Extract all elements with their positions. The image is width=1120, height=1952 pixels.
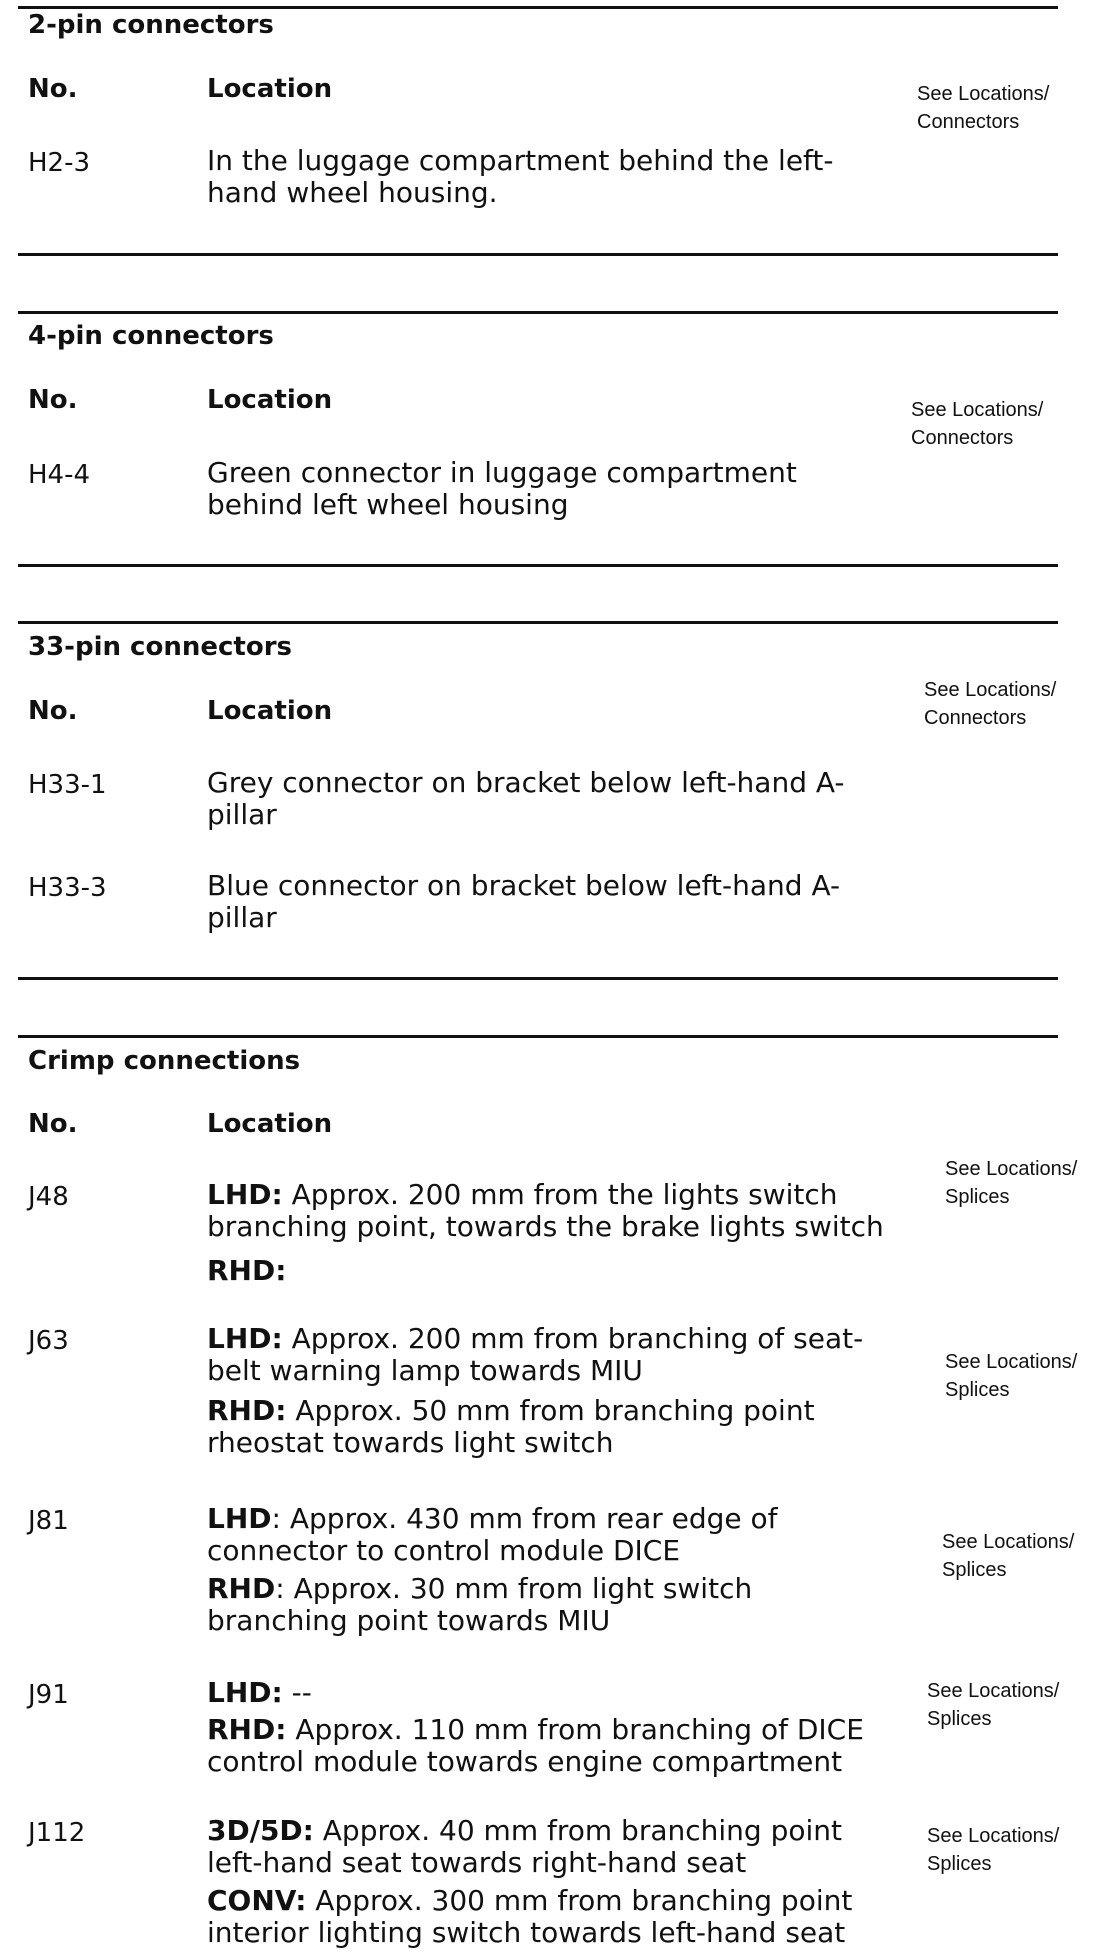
location-line: behind left wheel housing (207, 488, 569, 521)
location-text: Approx. 200 mm from the lights switch (282, 1178, 838, 1211)
section-bottom-rule (18, 253, 1058, 256)
location-text: belt warning lamp towards MIU (207, 1354, 643, 1387)
crimp-number: J112 (28, 1818, 86, 1848)
section-bottom-rule (18, 564, 1058, 567)
column-header-no: No. (28, 1109, 78, 1139)
crimp-location (207, 1395, 927, 1459)
location-line: hand wheel housing. (207, 176, 498, 209)
crimp-location (207, 1714, 927, 1778)
section-top-rule (18, 621, 1058, 624)
see-locations-note (945, 1348, 1105, 1404)
see-note-line: See Locations/ (942, 1531, 1075, 1553)
crimp-number: J81 (28, 1506, 69, 1536)
variant-label: CONV: (207, 1884, 307, 1917)
see-locations-note (917, 80, 1077, 136)
location-text: Approx. 110 mm from branching of DICE (286, 1713, 864, 1746)
variant-label: LHD (207, 1502, 272, 1535)
connector-location (207, 145, 907, 209)
location-text: -- (282, 1676, 312, 1709)
see-locations-note (927, 1677, 1087, 1733)
see-note-line: See Locations/ (945, 1351, 1078, 1373)
location-line: In the luggage compartment behind the left- (207, 144, 834, 177)
crimp-location (207, 1255, 927, 1287)
see-note-line: See Locations/ (945, 1158, 1078, 1180)
see-note-line: Splices (927, 1708, 992, 1730)
section-top-rule (18, 1035, 1058, 1038)
location-line: Blue connector on bracket below left-hand A- (207, 869, 841, 902)
location-text: Approx. 50 mm from branching point (286, 1394, 815, 1427)
column-header-no: No. (28, 385, 78, 415)
connector-number: H33-3 (28, 873, 107, 903)
connector-location (207, 767, 907, 831)
see-locations-note (927, 1822, 1087, 1878)
crimp-location (207, 1323, 927, 1387)
crimp-number: J91 (28, 1680, 69, 1710)
see-note-line: Connectors (917, 111, 1020, 133)
variant-label: LHD: (207, 1178, 283, 1211)
see-locations-note (911, 396, 1071, 452)
see-locations-note (924, 676, 1084, 732)
location-text: rheostat towards light switch (207, 1426, 614, 1459)
crimp-location (207, 1815, 927, 1879)
location-text: Approx. 40 mm from branching point (313, 1814, 842, 1847)
connector-location (207, 457, 907, 521)
see-note-line: Connectors (911, 427, 1014, 449)
location-line: Grey connector on bracket below left-hand A- (207, 766, 845, 799)
variant-label: LHD: (207, 1676, 283, 1709)
location-text: Approx. 300 mm from branching point (306, 1884, 853, 1917)
see-note-line: See Locations/ (911, 399, 1044, 421)
section-title: 2-pin connectors (28, 10, 274, 40)
crimp-number: J48 (28, 1182, 69, 1212)
see-note-line: Connectors (924, 707, 1027, 729)
location-text: branching point towards MIU (207, 1604, 611, 1637)
crimp-location (207, 1885, 927, 1949)
connector-location (207, 870, 907, 934)
location-text: interior lighting switch towards left-hand seat (207, 1916, 846, 1949)
see-note-line: Splices (945, 1379, 1010, 1401)
see-note-line: Splices (927, 1853, 992, 1875)
connector-number: H4-4 (28, 460, 91, 490)
crimp-location (207, 1677, 927, 1709)
location-text: connector to control module DICE (207, 1534, 681, 1567)
location-text: left-hand seat towards right-hand seat (207, 1846, 747, 1879)
section-bottom-rule (18, 977, 1058, 980)
column-header-no: No. (28, 696, 78, 726)
location-text: branching point, towards the brake lights switch (207, 1210, 884, 1243)
variant-label: RHD: (207, 1713, 287, 1746)
connector-number: H33-1 (28, 770, 107, 800)
column-header-location: Location (207, 696, 333, 726)
see-note-line: Splices (942, 1559, 1007, 1581)
see-note-line: See Locations/ (917, 83, 1050, 105)
location-text: : Approx. 30 mm from light switch (275, 1572, 753, 1605)
variant-label: RHD: (207, 1254, 287, 1287)
location-line: Green connector in luggage compartment (207, 456, 797, 489)
column-header-no: No. (28, 74, 78, 104)
section-top-rule (18, 6, 1058, 9)
see-note-line: See Locations/ (927, 1680, 1060, 1702)
location-line: pillar (207, 901, 277, 934)
location-text: control module towards engine compartment (207, 1745, 843, 1778)
crimp-location (207, 1179, 927, 1243)
section-title: 33-pin connectors (28, 632, 292, 662)
section-title: Crimp connections (28, 1046, 301, 1076)
column-header-location: Location (207, 385, 333, 415)
column-header-location: Location (207, 74, 333, 104)
crimp-location (207, 1503, 927, 1567)
see-note-line: See Locations/ (927, 1825, 1060, 1847)
crimp-number: J63 (28, 1326, 69, 1356)
see-locations-note (942, 1528, 1102, 1584)
variant-label: LHD: (207, 1322, 283, 1355)
crimp-location (207, 1573, 927, 1637)
location-text: Approx. 200 mm from branching of seat- (282, 1322, 864, 1355)
location-text: : Approx. 430 mm from rear edge of (271, 1502, 778, 1535)
variant-label: 3D/5D: (207, 1814, 314, 1847)
section-title: 4-pin connectors (28, 321, 274, 351)
see-note-line: See Locations/ (924, 679, 1057, 701)
see-locations-note (945, 1155, 1105, 1211)
connector-number: H2-3 (28, 148, 91, 178)
see-note-line: Splices (945, 1186, 1010, 1208)
section-top-rule (18, 311, 1058, 314)
column-header-location: Location (207, 1109, 333, 1139)
variant-label: RHD (207, 1572, 276, 1605)
variant-label: RHD: (207, 1394, 287, 1427)
location-line: pillar (207, 798, 277, 831)
